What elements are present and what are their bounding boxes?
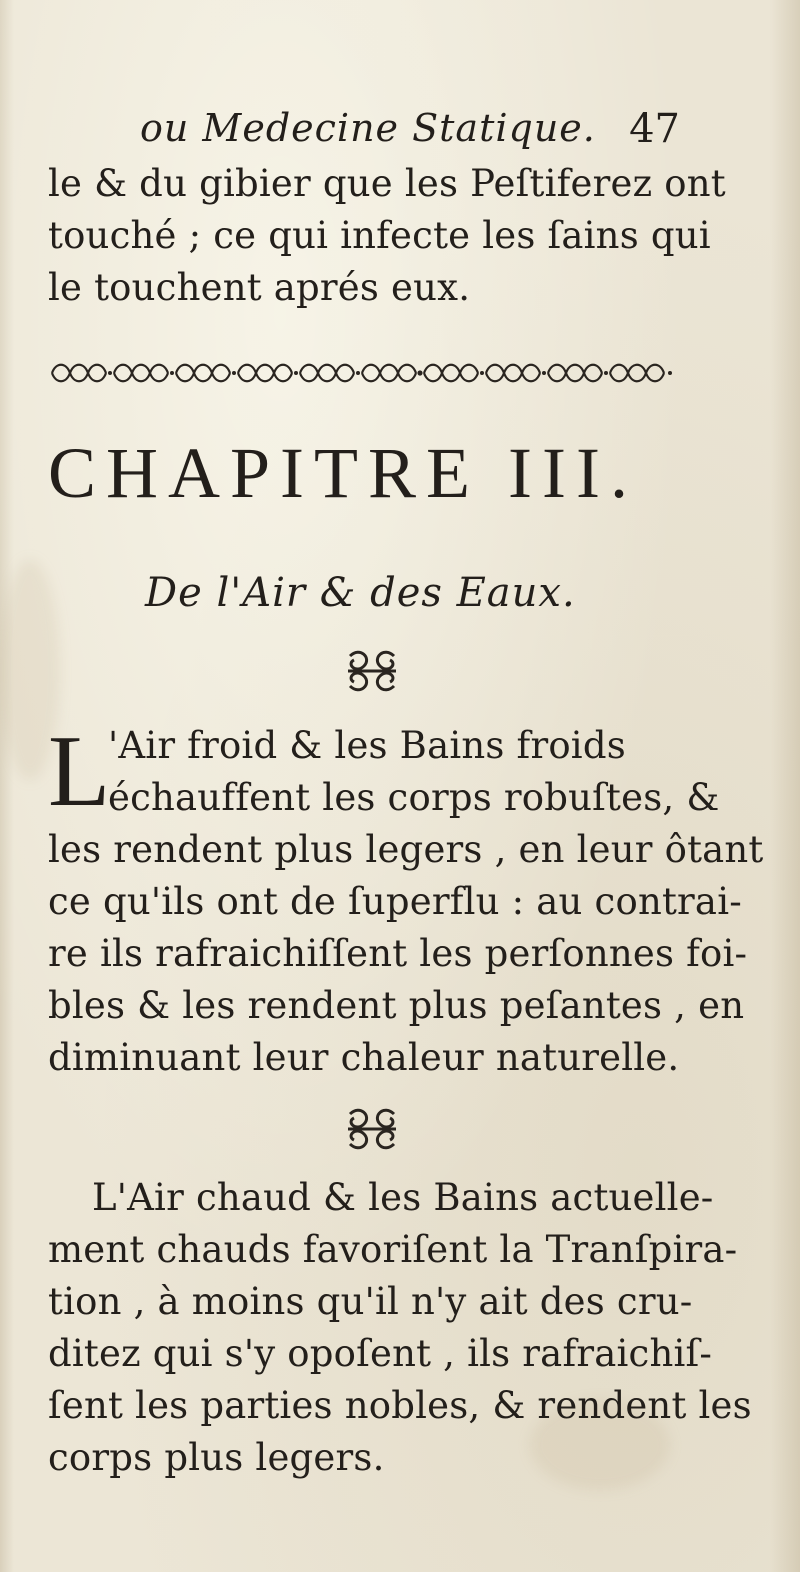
page-number: 47: [629, 106, 680, 152]
text-line: ment chauds favoriſent la Tranſpira-: [48, 1228, 738, 1271]
running-title: ou Medecine Statique.: [140, 106, 596, 150]
fleuron-icon: [342, 648, 402, 694]
drop-cap: L: [48, 715, 111, 828]
text-line: ditez qui s'y opoſent , ils rafraichiſ-: [48, 1332, 713, 1375]
text-line: bles & les rendent plus peſantes , en: [48, 984, 745, 1027]
text-line: diminuant leur chaleur naturelle.: [48, 1036, 680, 1079]
text-line: re ils rafraichiſſent les perſonnes foi-: [48, 932, 748, 975]
text-line: L'Air chaud & les Bains actuelle-: [92, 1176, 714, 1219]
text-line: ſent les parties nobles, & rendent les: [48, 1384, 752, 1427]
text-line: corps plus legers.: [48, 1436, 385, 1479]
ornament-band-icon: [48, 358, 693, 388]
continuation-text: [48, 158, 726, 314]
text-line: le & du gibier que les Peſtiferez ont: [48, 162, 726, 205]
text-line: le touchent aprés eux.: [48, 266, 471, 309]
text-line: échauffent les corps robuſtes, &: [108, 776, 720, 819]
chapter-subtitle: De l'Air & des Eaux.: [145, 570, 576, 616]
text-line: tion , à moins qu'il n'y ait des cru-: [48, 1280, 693, 1323]
paragraph-1: [48, 715, 764, 1084]
chapter-title: CHAPITRE III.: [48, 433, 638, 513]
paragraph-2: [48, 1172, 752, 1484]
fleuron-icon: [342, 1106, 402, 1152]
text-line: les rendent plus legers , en leur ôtant: [48, 828, 764, 871]
text-line: ce qu'ils ont de ſuperflu : au contrai-: [48, 880, 742, 923]
text-line: 'Air froid & les Bains froids: [108, 724, 626, 767]
running-head: [140, 106, 680, 158]
text-line: touché ; ce qui infecte les ſains qui: [48, 214, 711, 257]
